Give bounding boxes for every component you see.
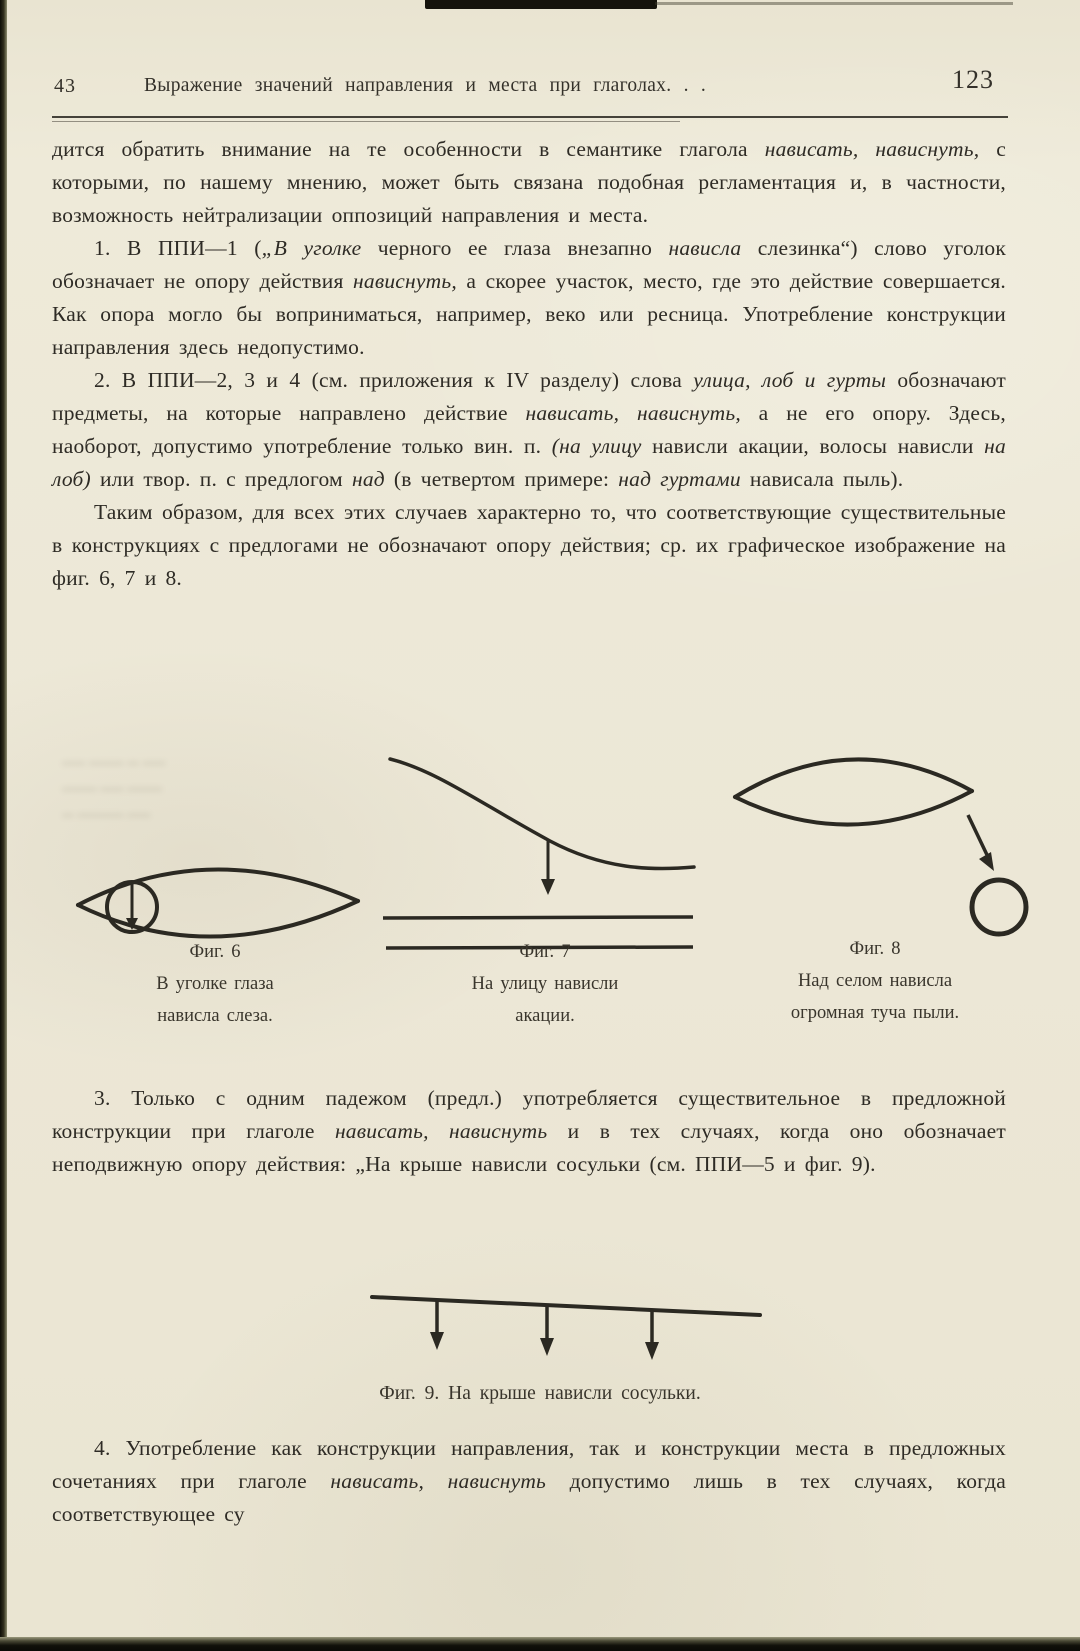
header-rule-secondary <box>52 121 680 122</box>
running-title: Выражение значений направления и места при глаголах. . . <box>144 75 707 96</box>
figure-8-caption <box>725 933 1025 1029</box>
header-left-number: 43 <box>54 75 76 97</box>
figure-7-label: Фиг. 7 <box>519 942 571 962</box>
figure-8-caption-line: Над селом нависла <box>797 971 953 991</box>
figure-8-cloud-drawing <box>720 725 1045 943</box>
paragraph-continuation: дится обратить внимание на те особенности в семантике глагола нависать, нависнуть, с которыми, по нашему мнению, может быть связана подобная регламентация и, в частности, возможность нейтрализации оппозиций направления и места. <box>52 137 1006 227</box>
figure-6-caption-line: нависла слеза. <box>157 1006 273 1026</box>
paragraph-summary: Таким образом, для всех этих случаев характерно то, что соответствующие существительные в конструкциях с предлогами не обозначают опору действия; ср. их графическое изображение на фиг. 6, 7 и 8. <box>52 500 1006 590</box>
paragraph-item-4: 4. Употребление как конструкции направления, так и конструкции места в предложных сочетаниях при глаголе нависать, нависнуть допустимо лишь в тех случаях, когда соответствующее су <box>52 1436 1006 1526</box>
page-header <box>52 64 1008 108</box>
figure-9-roof-icicles-drawing <box>360 1288 780 1373</box>
scan-artifact-top-line <box>655 2 1013 5</box>
paragraph-item-1: 1. В ППИ—1 („В уголке черного ее глаза внезапно нависла слезинка“) слово уголок обозначает не опору действия нависнуть, а скорее участок, место, где это действие совершается. Как опора могло бы воприниматься, например, веко или ресница. Употребление конструкции направления здесь недопустимо. <box>52 236 1007 359</box>
figure-7-caption <box>415 936 675 1032</box>
figure-7-caption-line: акации. <box>515 1006 575 1026</box>
paragraph-item-2: 2. В ППИ—2, 3 и 4 (см. приложения к IV разделу) слова улица, лоб и гурты обозначают предметы, на которые направлено действие нависать, нависнуть, а не его опору. Здесь, наоборот, допустимо употребление только вин. п. (на улицу нависли акации, волосы нависли на лоб) или твор. п. с предлогом над (в четвертом примере: над гуртами нависала пыль). <box>52 368 1006 491</box>
body-text-block-1 <box>52 133 1006 595</box>
paragraph-item-3: 3. Только с одним падежом (предл.) употребляется существительное в предложной конструкции при глаголе нависать, нависнуть и в тех случаях, когда оно обозначает неподвижную опору действия: „На крыше нависли сосульки (см. ППИ—5 и фиг. 9). <box>52 1086 1006 1176</box>
header-rule <box>52 116 1008 118</box>
header-page-number: 123 <box>952 65 994 94</box>
scan-artifact-bottom-edge <box>0 1637 1080 1651</box>
body-text-block-2 <box>52 1082 1006 1181</box>
figure-6-caption <box>95 936 335 1032</box>
figure-7-caption-line: На улицу нависли <box>471 974 619 994</box>
figure-6-caption-line: В уголке глаза <box>156 974 274 994</box>
figure-8-caption-line: огромная туча пыли. <box>790 1003 960 1023</box>
scan-artifact-left-edge <box>0 0 7 1651</box>
body-text-block-3 <box>52 1432 1006 1531</box>
bleed-through-text: ▂▂ ▂▂▂ ▂ ▂▂ ▂▂▂ ▂▂ ▂▂▂ ▂ ▂▂▂▂ ▂▂ <box>62 750 166 818</box>
scan-artifact-top-bar <box>425 0 657 9</box>
figure-7-street-drawing <box>345 745 705 960</box>
figure-8-label: Фиг. 8 <box>849 939 901 959</box>
figure-6-label: Фиг. 6 <box>189 942 241 962</box>
figure-9-caption: Фиг. 9. На крыше нависли сосульки. <box>379 1383 701 1404</box>
